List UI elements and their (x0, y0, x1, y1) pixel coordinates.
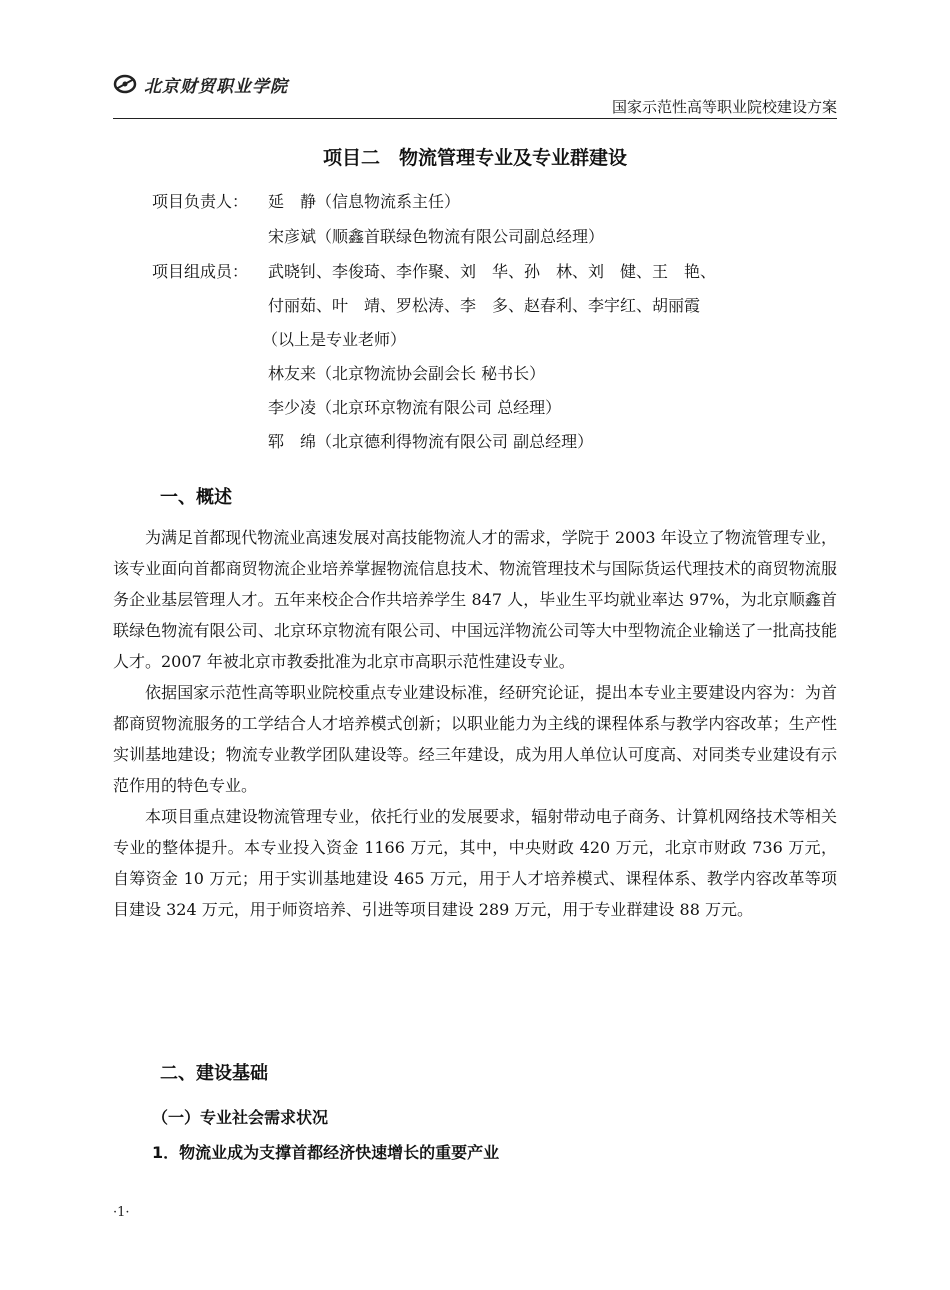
leader-2: 宋彦斌（顺鑫首联绿色物流有限公司副总经理） (268, 227, 605, 246)
leader-label: 项目负责人： (152, 192, 249, 211)
school-logo (112, 72, 288, 96)
member-line-6: 郓 绵（北京德利得物流有限公司 副总经理） (268, 432, 594, 451)
school-emblem-icon (112, 73, 138, 95)
member-line-4: 林友来（北京物流协会副会长 秘书长） (268, 364, 546, 383)
member-line-2: 付丽茹、叶 靖、罗松涛、李 多、赵春利、李宇红、胡丽霞 (268, 296, 701, 315)
overview-paragraph-3: 本项目重点建设物流管理专业，依托行业的发展要求，辐射带动电子商务、计算机网络技术等相关专业的整体提升。本专业投入资金 1166 万元，其中，中央财政 420 万元，北京市财政 736 万元，自筹资金 10 万元；用于实训基地建设 465 万元，用于人才培养模式、课程体系、教学内容改革等项目建设 324 万元，用于师资培养、引进等项目建设 289 万元，用于专业群建设 88 万元。 (113, 807, 837, 919)
header-divider (113, 118, 837, 119)
members-label: 项目组成员： (152, 262, 249, 281)
page-number: ·1· (113, 1205, 130, 1220)
member-line-3: （以上是专业老师） (262, 330, 407, 349)
overview-paragraph-2: 依据国家示范性高等职业院校重点专业建设标准，经研究论证，提出本专业主要建设内容为：为首都商贸物流服务的工学结合人才培养模式创新；以职业能力为主线的课程体系与教学内容改革；生产性实训基地建设；物流专业教学团队建设等。经三年建设，成为用人单位认可度高、对同类专业建设有示范作用的特色专业。 (113, 683, 837, 795)
section-heading-overview: 一、概述 (160, 487, 232, 508)
member-line-5: 李少凌（北京环京物流有限公司 总经理） (268, 398, 562, 417)
subsection-heading: （一）专业社会需求状况 (152, 1108, 329, 1127)
overview-paragraph-1: 为满足首都现代物流业高速发展对高技能物流人才的需求，学院于 2003 年设立了物流管理专业，该专业面向首都商贸物流企业培养掌握物流信息技术、物流管理技术与国际货运代理技术的商贸物流服务企业基层管理人才。五年来校企合作共培养学生 847 人，毕业生平均就业率达 97%，为北京顺鑫首联绿色物流有限公司、北京环京物流有限公司、中国远洋物流公司等大中型物流企业输送了一批高技能人才。2007 年被北京市教委批准为北京市高职示范性建设专业。 (113, 528, 837, 671)
leader-1: 延 静（信息物流系主任） (268, 192, 461, 211)
section-heading-foundation: 二、建设基础 (160, 1063, 268, 1084)
item-heading: 1．物流业成为支撑首都经济快速增长的重要产业 (152, 1143, 500, 1162)
overview-body (113, 522, 837, 925)
member-line-1: 武晓钊、李俊琦、李作聚、刘 华、孙 林、刘 健、王 艳、 (268, 262, 717, 281)
page-title: 项目二 物流管理专业及专业群建设 (322, 147, 627, 169)
header-doc-title: 国家示范性高等职业院校建设方案 (611, 98, 837, 116)
logo-text: 北京财贸职业学院 (144, 76, 288, 97)
